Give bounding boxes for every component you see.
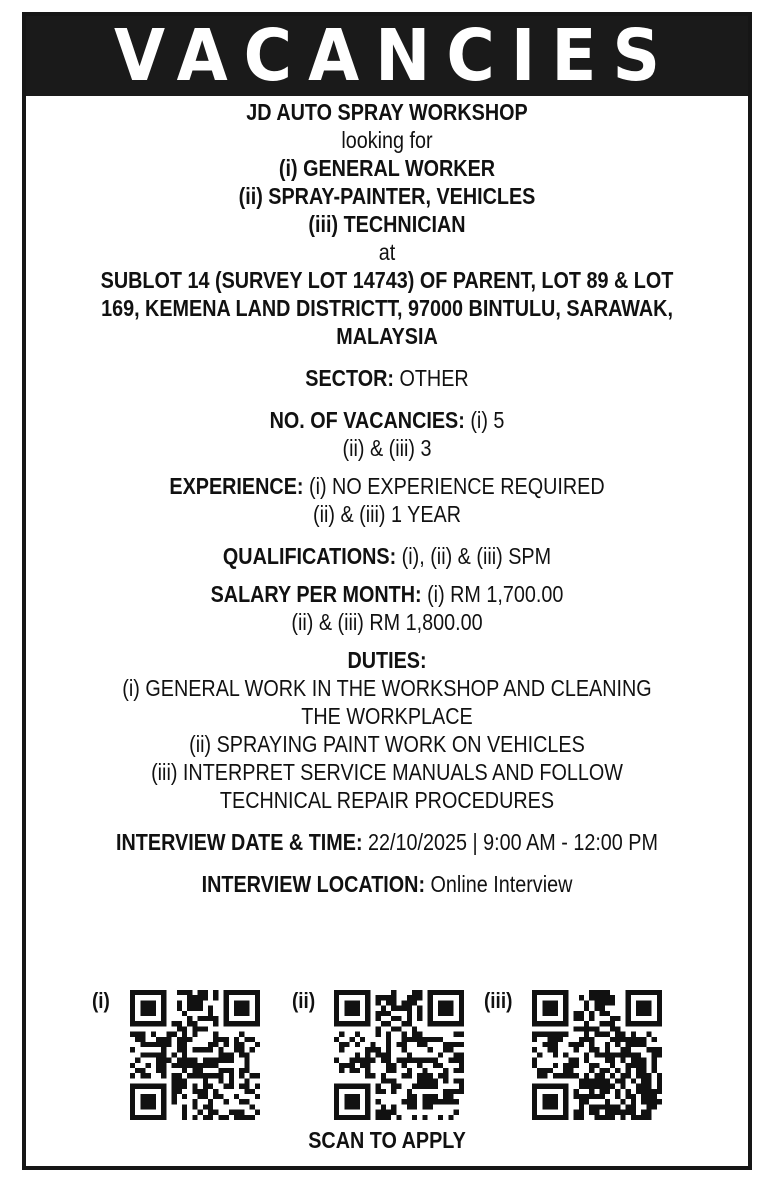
salary-line [77,580,698,608]
scan-to-apply-text: SCAN TO APPLY [308,1127,466,1153]
address-line: SUBLOT 14 (SURVEY LOT 14743) OF PARENT, LOT 89 & LOT [100,267,674,293]
position-3: (iii) TECHNICIAN [308,211,466,237]
interview-datetime-value: 22/10/2025 | 9:00 AM - 12:00 PM [362,829,658,855]
looking-for-text: looking for [341,127,433,153]
interview-datetime-label: INTERVIEW DATE & TIME: [116,829,363,855]
experience-label: EXPERIENCE: [169,473,304,499]
scan-to-apply [26,1126,748,1154]
duty-line: TECHNICAL REPAIR PROCEDURES [219,787,555,813]
duty-line: THE WORKPLACE [301,703,473,729]
qr-code-icon[interactable] [130,990,260,1120]
at-text: at [378,239,396,265]
address-line: 169, KEMENA LAND DISTRICTT, 97000 BINTULU, SARAWAK, [101,295,673,321]
position-2: (ii) SPRAY-PAINTER, VEHICLES [238,183,536,209]
salary-value: (i) RM 1,700.00 [421,581,564,607]
experience-value: (i) NO EXPERIENCE REQUIRED [303,473,605,499]
page-title: VACANCIES [113,13,677,98]
salary-value-2: (ii) & (iii) RM 1,800.00 [291,609,483,635]
qr-code-icon[interactable] [532,990,662,1120]
interview-location-value: Online Interview [425,871,573,897]
position-1: (i) GENERAL WORKER [278,155,496,181]
interview-location-label: INTERVIEW LOCATION: [201,871,426,897]
qr-codes-row [26,986,748,1121]
address-block [26,266,748,350]
ad-content [26,98,748,898]
title-banner [26,13,748,98]
qualifications-label: QUALIFICATIONS: [222,543,397,569]
interview-location-line [77,870,698,898]
vacancies-label: NO. OF VACANCIES: [269,407,465,433]
qualifications-line [77,542,698,570]
duty-line: (iii) INTERPRET SERVICE MANUALS AND FOLLOW [151,759,623,785]
qr-code-icon[interactable] [334,990,464,1120]
experience-value-2: (ii) & (iii) 1 YEAR [312,501,462,527]
qr-label-1: (i) [92,988,110,1013]
duties-label: DUTIES: [347,647,427,673]
salary-label: SALARY PER MONTH: [210,581,422,607]
duty-line: (i) GENERAL WORK IN THE WORKSHOP AND CLEANING [122,675,652,701]
qr-label-3: (iii) [484,988,513,1013]
experience-line [77,472,698,500]
advertisement-frame [22,12,752,1170]
qualifications-value: (i), (ii) & (iii) SPM [396,543,552,569]
company-name: JD AUTO SPRAY WORKSHOP [246,99,528,125]
vacancies-value: (i) 5 [464,407,505,433]
vacancies-value-2: (ii) & (iii) 3 [342,435,432,461]
vacancies-line [77,406,698,434]
interview-datetime-line [77,828,698,856]
address-line: MALAYSIA [336,323,438,349]
qr-label-2: (ii) [292,988,316,1013]
sector-value: OTHER [393,365,469,391]
sector-line [77,364,698,392]
sector-label: SECTOR: [305,365,394,391]
duty-line: (ii) SPRAYING PAINT WORK ON VEHICLES [189,731,585,757]
